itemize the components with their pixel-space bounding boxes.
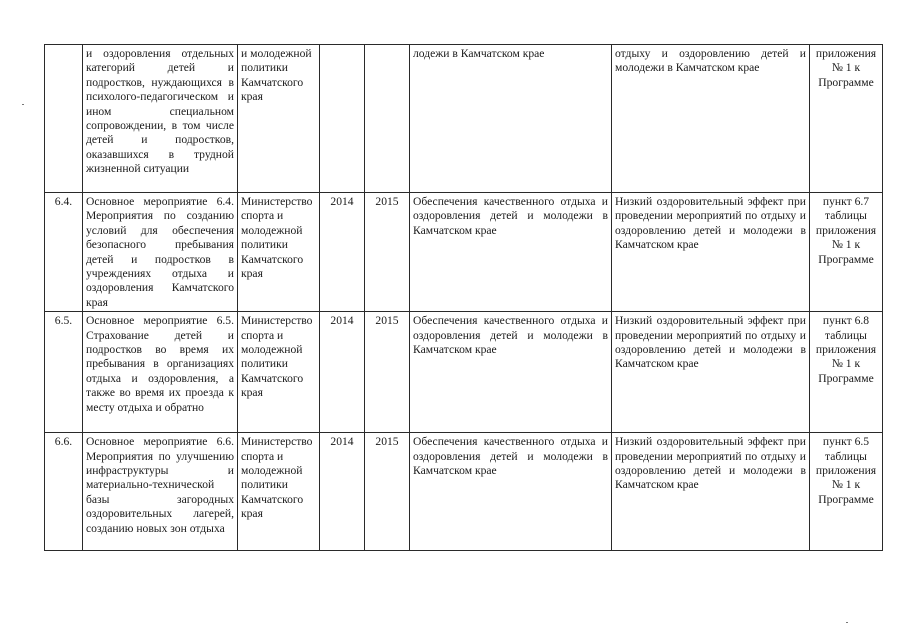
activity-name: Основное мероприятие 6.6. Мероприятия по улучшению инфраструктуры и материально-технической базы загородных оздоровительных лагерей, созданию новых зон отдыха	[83, 433, 238, 551]
responsible-executor: и молодежной политики Камчатского края	[238, 45, 320, 193]
non-implementation-consequence: Низкий оздоровительный эффект при проведении мероприятий по отдыху и оздоровлению детей и молодежи в Камчатском крае	[612, 312, 810, 433]
end-year: 2015	[365, 433, 410, 551]
start-year	[320, 45, 365, 193]
non-implementation-consequence: отдыху и оздоровлению детей и молодежи в Камчатском крае	[612, 45, 810, 193]
end-year	[365, 45, 410, 193]
non-implementation-consequence: Низкий оздоровительный эффект при проведении мероприятий по отдыху и оздоровлению детей и молодежи в Камчатском крае	[612, 193, 810, 312]
table-row	[45, 45, 883, 193]
row-number: 6.4.	[45, 193, 83, 312]
start-year: 2014	[320, 433, 365, 551]
start-year: 2014	[320, 312, 365, 433]
table-row	[45, 312, 883, 433]
table-row	[45, 193, 883, 312]
responsible-executor: Министерство спорта и молодежной политики Камчатского края	[238, 193, 320, 312]
row-number: 6.6.	[45, 433, 83, 551]
indicator-link: пункт 6.5 таблицы приложения № 1 к Программе	[810, 433, 883, 551]
expected-result: Обеспечения качественного отдыха и оздоровления детей и молодежи в Камчатском крае	[410, 193, 612, 312]
row-number: 6.5.	[45, 312, 83, 433]
indicator-link: пункт 6.8 таблицы приложения № 1 к Программе	[810, 312, 883, 433]
end-year: 2015	[365, 193, 410, 312]
expected-result: лодежи в Камчатском крае	[410, 45, 612, 193]
activity-name: Основное мероприятие 6.4. Мероприятия по созданию условий для обеспечения безопасного пребывания детей и подростков в учреждениях отдыха и оздоровления Камчатского края	[83, 193, 238, 312]
activity-name: Основное мероприятие 6.5. Страхование детей и подростков во время их пребывания в организациях отдыха и оздоровления, а также во время их проезда к месту отдыха и обратно	[83, 312, 238, 433]
end-year: 2015	[365, 312, 410, 433]
indicator-link: пункт 6.7 таблицы приложения № 1 к Программе	[810, 193, 883, 312]
table-row	[45, 433, 883, 551]
scan-speck	[846, 622, 848, 623]
responsible-executor: Министерство спорта и молодежной политики Камчатского края	[238, 312, 320, 433]
expected-result: Обеспечения качественного отдыха и оздоровления детей и молодежи в Камчатском крае	[410, 312, 612, 433]
responsible-executor: Министерство спорта и молодежной политики Камчатского края	[238, 433, 320, 551]
row-number	[45, 45, 83, 193]
scan-speck	[22, 104, 24, 105]
indicator-link: приложения № 1 к Программе	[810, 45, 883, 193]
start-year: 2014	[320, 193, 365, 312]
non-implementation-consequence: Низкий оздоровительный эффект при проведении мероприятий по отдыху и оздоровлению детей и молодежи в Камчатском крае	[612, 433, 810, 551]
program-activities-table	[44, 44, 883, 551]
expected-result: Обеспечения качественного отдыха и оздоровления детей и молодежи в Камчатском крае	[410, 433, 612, 551]
activity-name: и оздоровления отдельных категорий детей и подростков, нуждающихся в психолого-педагогическом и ином специальном сопровождении, в том числе детей и подростков, оказавшихся в трудной жизненной ситуации	[83, 45, 238, 193]
